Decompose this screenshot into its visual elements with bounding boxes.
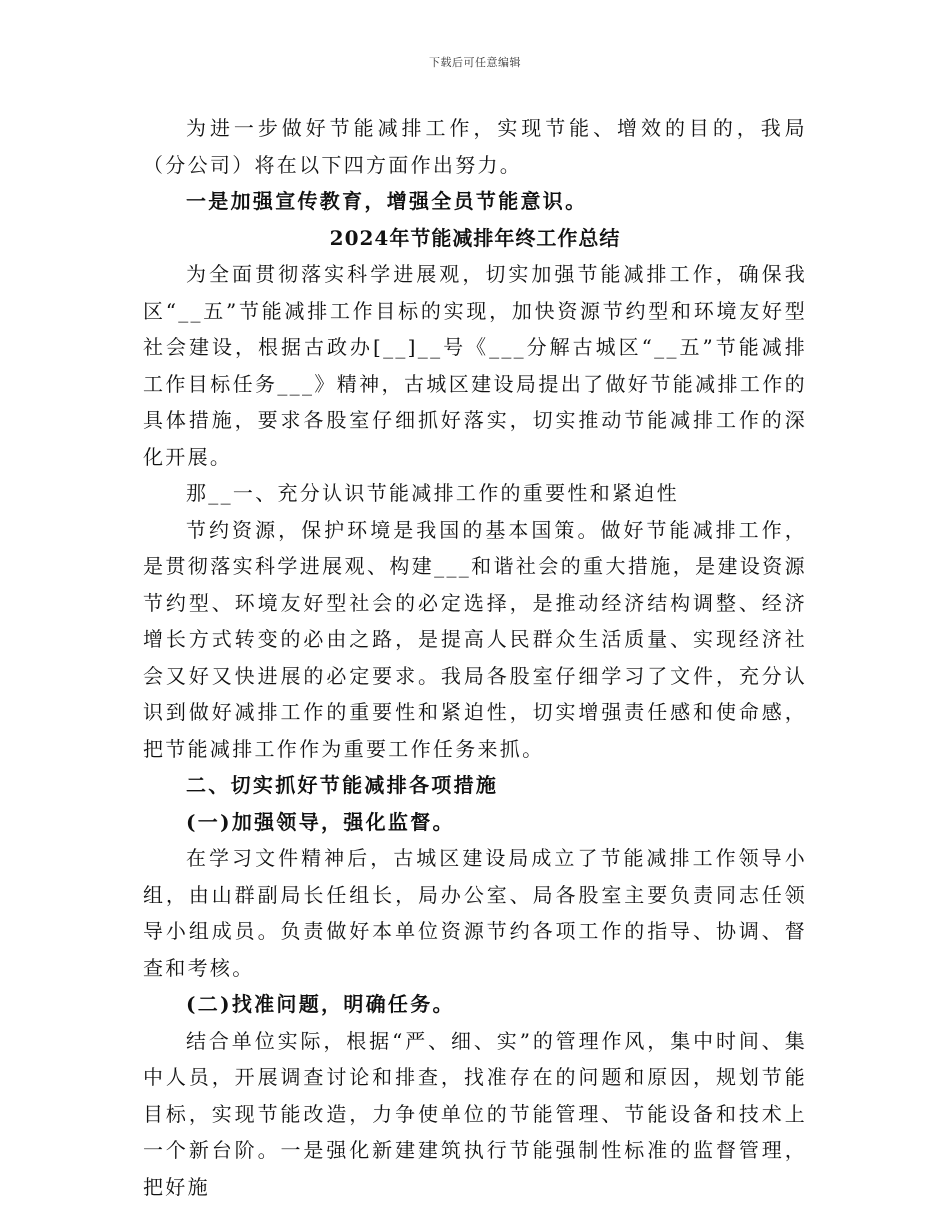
paragraph-importance: 节约资源，保护环境是我国的基本国策。做好节能减排工作，是贯彻落实科学进展观、构建___和谐社会的重大措施，是建设资源节约型、环境友好型社会的必定选择，是推动经济结构调整、经济增长方式转变的必由之路，是提高人民群众生活质量、实现经济社会又好又快进展的必定要求。我局各股室仔细学习了文件，充分认识到做好减排工作的重要性和紧迫性，切实增强责任感和使命感，把节能减排工作作为重要工作任务来抓。 (143, 517, 807, 761)
paragraph-leadership: 在学习文件精神后，古城区建设局成立了节能减排工作领导小组，由山群副局长任组长，局办公室、局各股室主要负责同志任领导小组成员。负责做好本单位资源节约各项工作的指导、协调、督查和考核。 (143, 846, 807, 980)
section-one-heading: 那__一、充分认识节能减排工作的重要性和紧迫性 (186, 481, 679, 505)
intro-paragraph: 为进一步做好节能减排工作，实现节能、增效的目的，我局（分公司）将在以下四方面作出努力。 (143, 116, 807, 177)
section-two-heading: 二、切实抓好节能减排各项措施 (186, 773, 499, 797)
document-title: 2024年节能减排年终工作总结 (329, 225, 621, 250)
paragraph-tasks: 结合单位实际，根据“严、细、实”的管理作风，集中时间、集中人员，开展调查讨论和排查，找准存在的问题和原因，规划节能目标，实现节能改造，力争使单位的节能管理、节能设备和技术上一个新台阶。一是强化新建建筑执行节能强制性标准的监督管理，把好施 (143, 1028, 807, 1199)
document-body (143, 110, 807, 1205)
subsection-two-heading: (二)找准问题，明确任务。 (186, 992, 455, 1016)
point-one-heading: 一是加强宣传教育，增强全员节能意识。 (186, 189, 588, 213)
paragraph-background: 为全面贯彻落实科学进展观，切实加强节能减排工作，确保我区“__五”节能减排工作目标的实现，加快资源节约型和环境友好型社会建设，根据古政办[__]__号《___分解古城区“__五”节能减排工作目标任务___》精神，古城区建设局提出了做好节能减排工作的具体措施，要求各股室仔细抓好落实，切实推动节能减排工作的深化开展。 (143, 262, 807, 469)
page-header-note: 下载后可任意编辑 (429, 56, 521, 69)
subsection-one-heading: (一)加强领导，强化监督。 (186, 809, 455, 834)
